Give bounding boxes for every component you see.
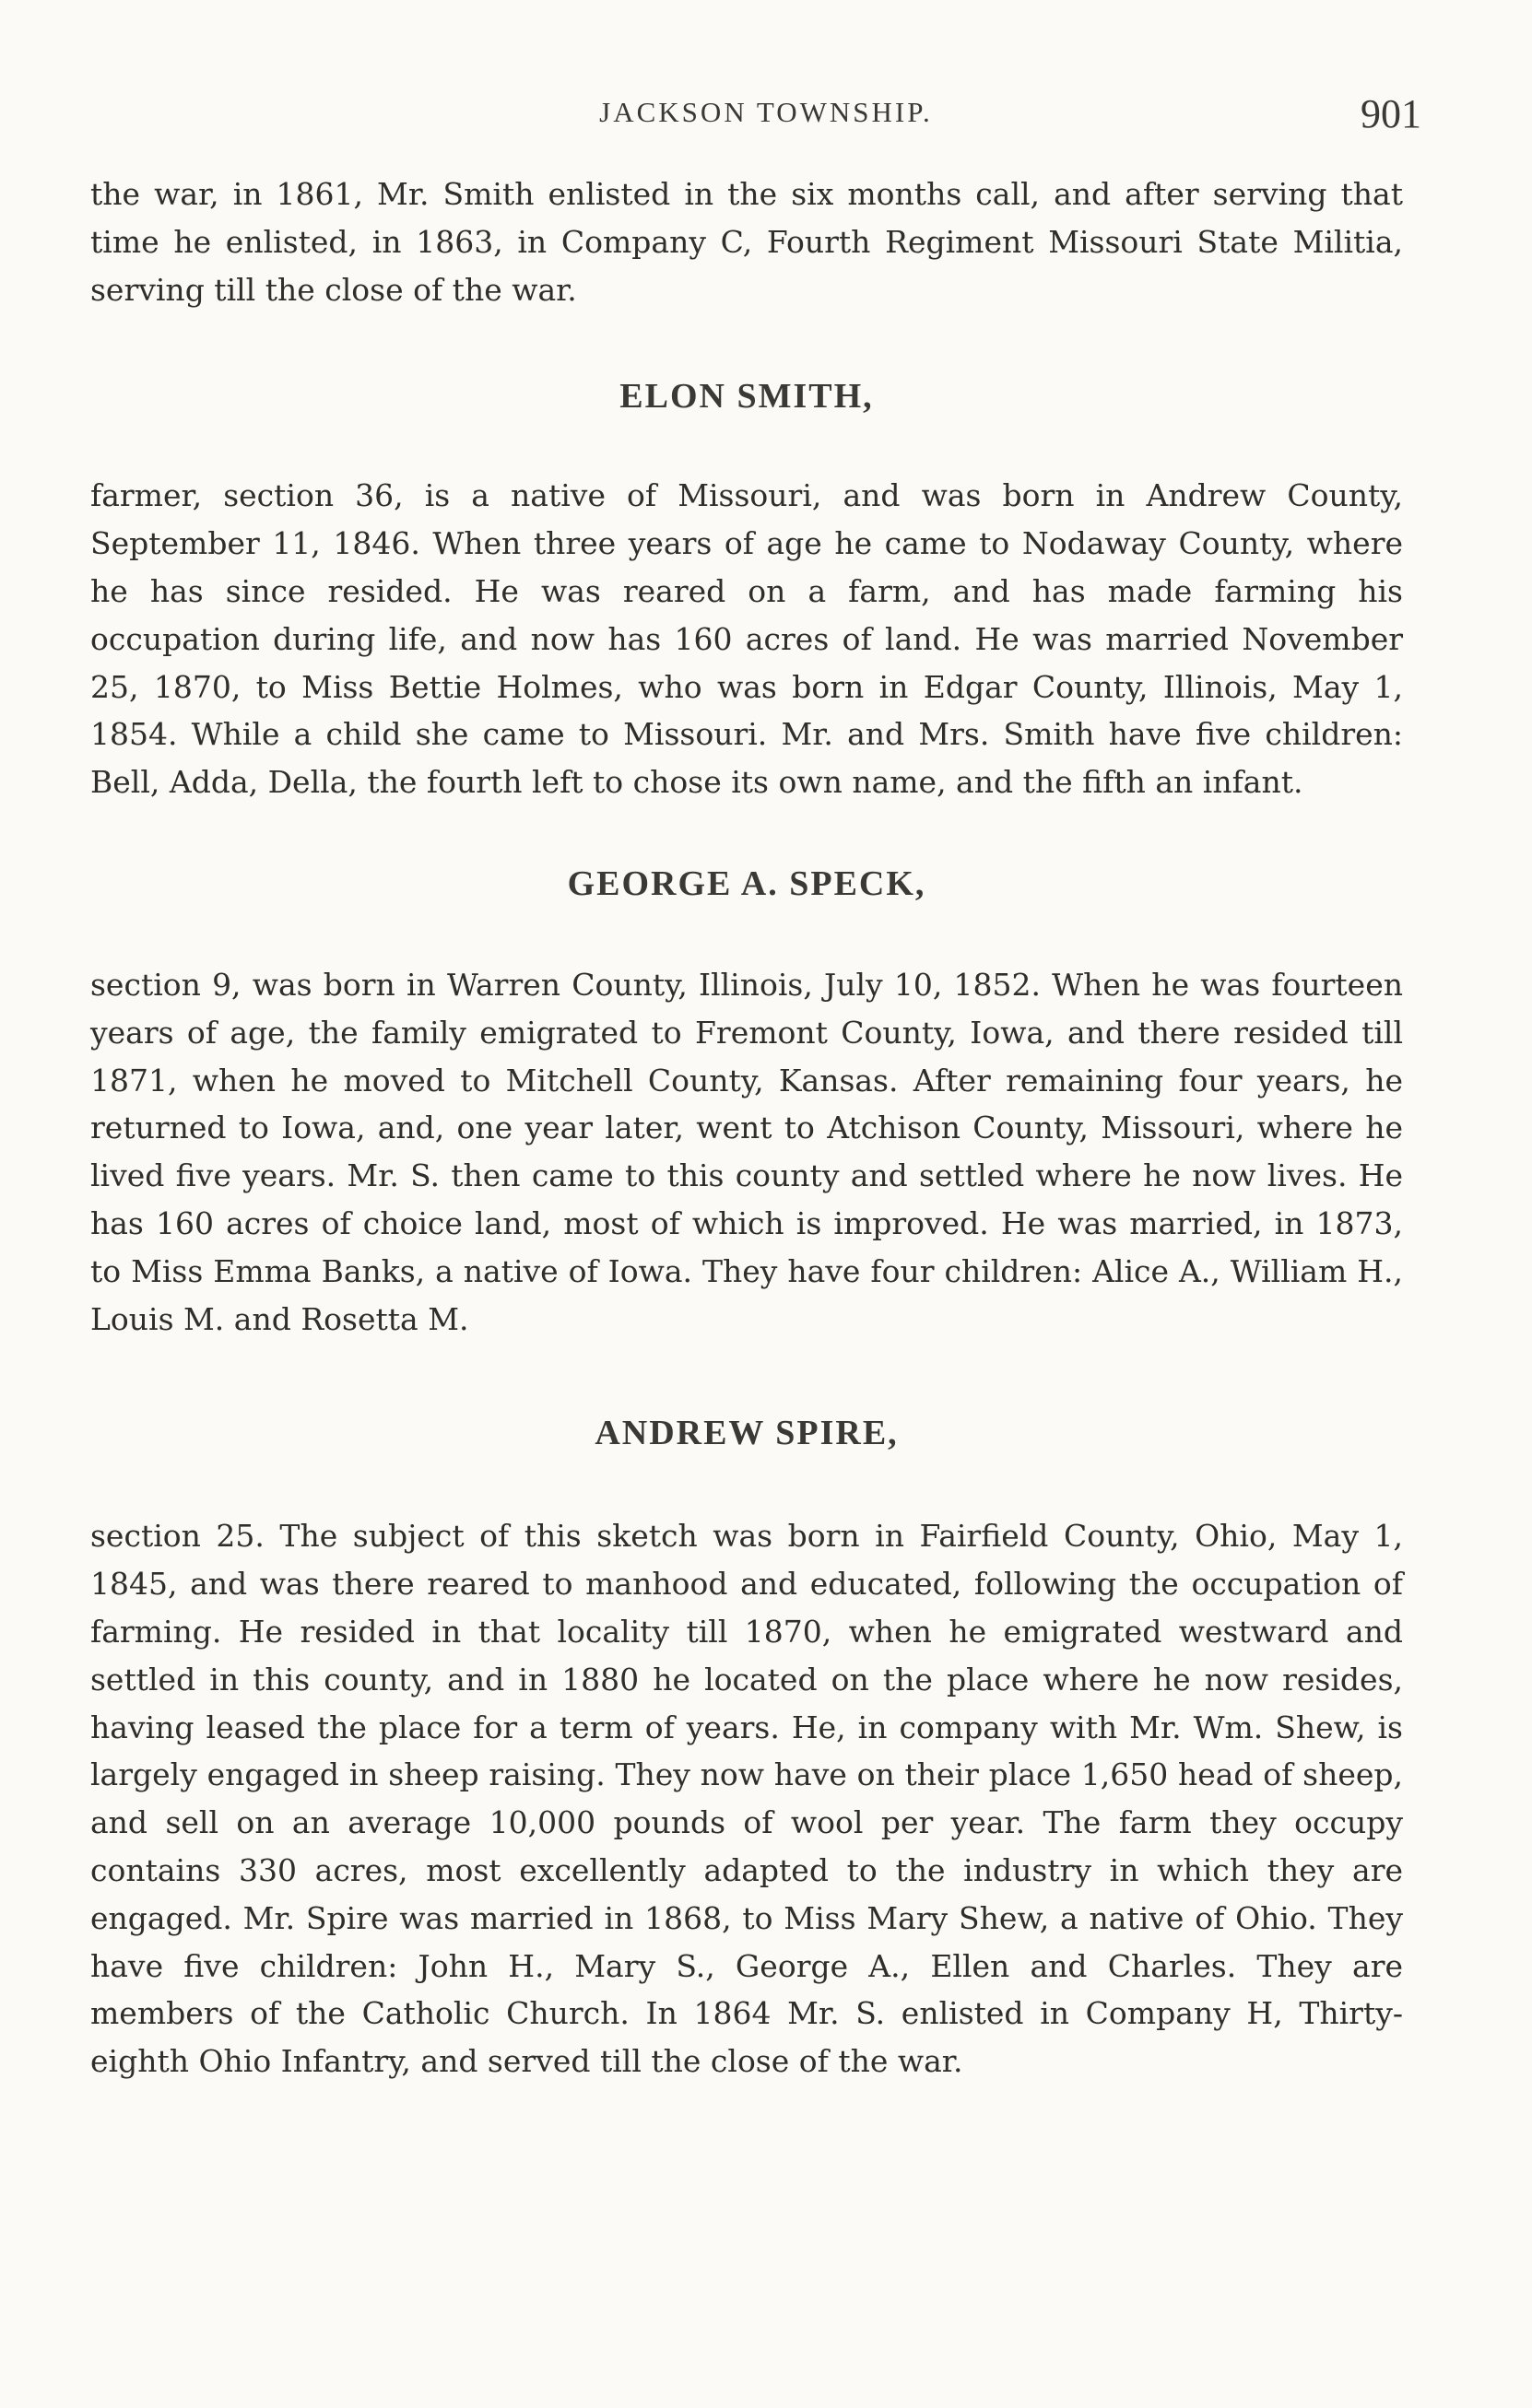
- running-head: [92, 90, 1440, 146]
- running-title: JACKSON TOWNSHIP.: [599, 96, 933, 128]
- page-number: 901: [1361, 91, 1421, 136]
- paragraph-andrew-spire: section 25. The subject of this sketch was born in Fairfield County, Ohio, May 1, 1845, and was there reared to manhood and educated, following the occupation of farming. He resided in that locality till 1870, when he emigrated westward and settled in this county, and in 1880 he located on the place where he now resides, having leased the place for a term of years. He, in company with Mr. Wm. Shew, is largely engaged in sheep raising. They now have on their place 1,650 head of sheep, and sell on an average 10,000 pounds of wool per year. The farm they occupy contains 330 acres, most excellently adapted to the industry in which they are engaged. Mr. Spire was married in 1868, to Miss Mary Shew, a native of Ohio. They have five children: John H., Mary S., George A., Ellen and Charles. They are members of the Catholic Church. In 1864 Mr. S. enlisted in Company H, Thirty-eighth Ohio Infantry, and served till the close of the war.: [90, 1518, 1403, 2080]
- continued-paragraph: the war, in 1861, Mr. Smith enlisted in the six months call, and after serving that time he enlisted, in 1863, in Company C, Fourth Regiment Missouri State Militia, serving till the close of the war.: [90, 176, 1403, 308]
- paragraph-elon-smith: farmer, section 36, is a native of Missouri, and was born in Andrew County, September 11, 1846. When three years of age he came to Nodaway County, where he has since resided. He was reared on a farm, and has made farming his occupation during life, and now has 160 acres of land. He was married November 25, 1870, to Miss Bettie Holmes, who was born in Edgar County, Illinois, May 1, 1854. While a child she came to Missouri. Mr. and Mrs. Smith have five children: Bell, Adda, Della, the fourth left to chose its own name, and the fifth an infant.: [90, 477, 1403, 801]
- body-text: [90, 170, 1403, 2085]
- section-heading-elon-smith: ELON SMITH,: [619, 377, 874, 417]
- section-heading-andrew-spire: ANDREW SPIRE,: [595, 1414, 899, 1453]
- section-heading-george-speck: GEORGE A. SPECK,: [567, 863, 926, 903]
- paragraph-george-speck: section 9, was born in Warren County, Illinois, July 10, 1852. When he was fourteen years of age, the family emigrated to Fremont County, Iowa, and there resided till 1871, when he moved to Mitchell County, Kansas. After remaining four years, he returned to Iowa, and, one year later, went to Atchison County, Missouri, where he lived five years. Mr. S. then came to this county and settled where he now lives. He has 160 acres of choice land, most of which is improved. He was married, in 1873, to Miss Emma Banks, a native of Iowa. They have four children: Alice A., William H., Louis M. and Rosetta M.: [90, 966, 1403, 1337]
